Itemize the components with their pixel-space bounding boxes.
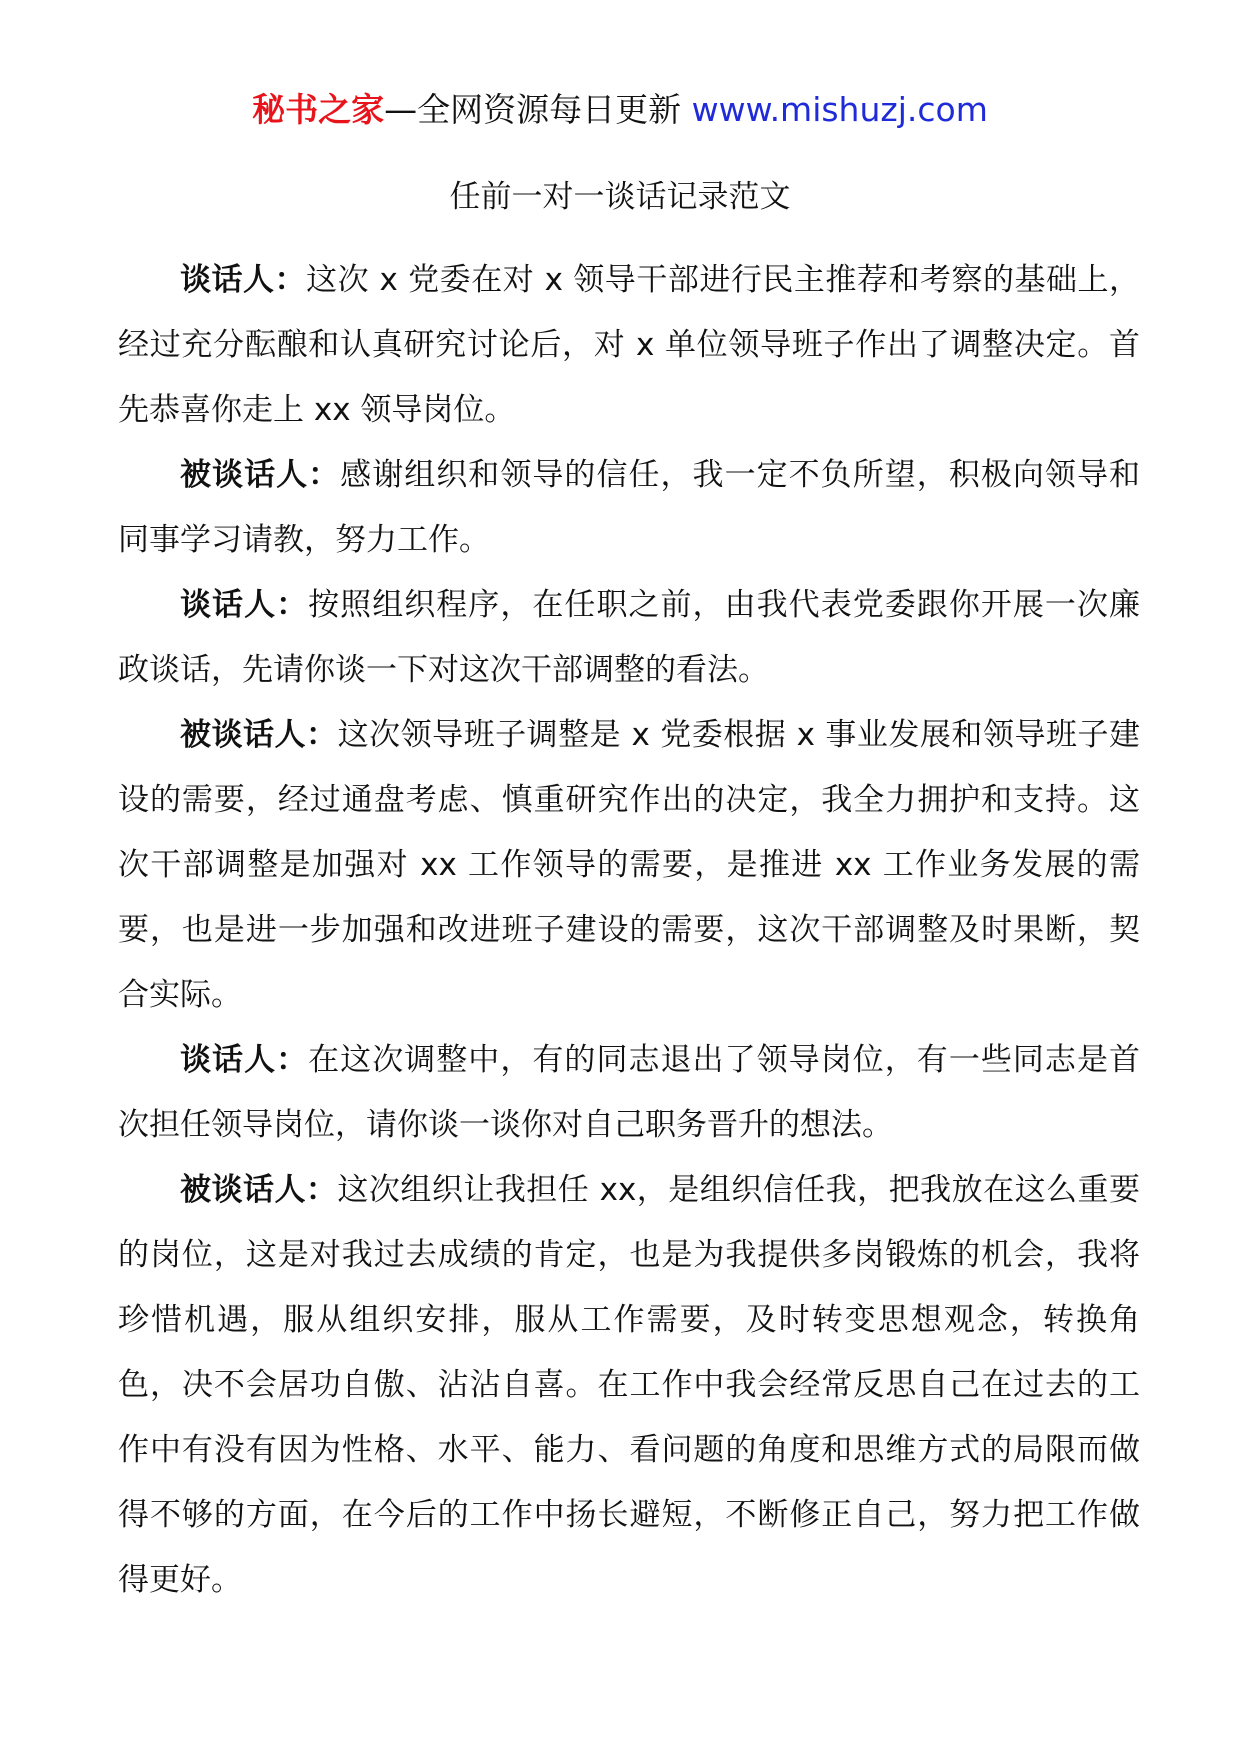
paragraph-text: 这次 x 党委在对 x 领导干部进行民主推荐和考察的基础上，经过充分酝酿和认真研究讨论后，对 x 单位领导班子作出了调整决定。首先恭喜你走上 xx 领导岗位。 <box>118 262 1141 428</box>
dialogue-paragraph <box>118 573 1140 703</box>
document-title: 任前一对一谈话记录范文 <box>449 179 791 215</box>
dialogue-paragraph <box>118 703 1140 1028</box>
paragraph-text: 在这次调整中，有的同志退出了领导岗位，有一些同志是首次担任领导岗位，请你谈一谈你对自己职务晋升的想法。 <box>118 1042 1140 1143</box>
speaker-label: 被谈话人： <box>180 1172 338 1208</box>
paragraph-text: 感谢组织和领导的信任，我一定不负所望，积极向领导和同事学习请教，努力工作。 <box>118 457 1140 558</box>
paragraph-text: 这次领导班子调整是 x 党委根据 x 事业发展和领导班子建设的需要，经过通盘考虑、慎重研究作出的决定，我全力拥护和支持。这次干部调整是加强对 xx 工作领导的需要，是推进 xx 工作业务发展的需要，也是进一步加强和改进班子建设的需要，这次干部调整及时果断，契合实际。 <box>118 717 1140 1013</box>
paragraph-text: 按照组织程序，在任职之前，由我代表党委跟你开展一次廉政谈话，先请你谈一下对这次干部调整的看法。 <box>118 587 1140 688</box>
dialogue-paragraph <box>118 443 1140 573</box>
dialogue-paragraph <box>118 1028 1140 1158</box>
dialogue-paragraph <box>118 1158 1140 1613</box>
paragraph-text: 这次组织让我担任 xx，是组织信任我，把我放在这么重要的岗位，这是对我过去成绩的肯定，也是为我提供多岗锻炼的机会，我将珍惜机遇，服从组织安排，服从工作需要，及时转变思想观念，转换角色，决不会居功自傲、沾沾自喜。在工作中我会经常反思自己在过去的工作中有没有因为性格、水平、能力、看问题的角度和思维方式的局限而做得不够的方面，在今后的工作中扬长避短，不断修正自己，努力把工作做得更好。 <box>118 1172 1141 1598</box>
site-url-link[interactable]: www.mishuzj.com <box>691 90 988 129</box>
speaker-label: 被谈话人： <box>180 457 341 493</box>
header-tagline: —全网资源每日更新 <box>384 90 692 129</box>
dialogue-paragraph <box>118 248 1140 443</box>
brand-name: 秘书之家 <box>252 90 385 129</box>
site-header <box>0 88 1240 132</box>
speaker-label: 谈话人： <box>180 1042 309 1078</box>
speaker-label: 谈话人： <box>180 587 309 623</box>
speaker-label: 被谈话人： <box>180 717 338 753</box>
speaker-label: 谈话人： <box>180 262 307 298</box>
document-body <box>118 248 1140 1613</box>
